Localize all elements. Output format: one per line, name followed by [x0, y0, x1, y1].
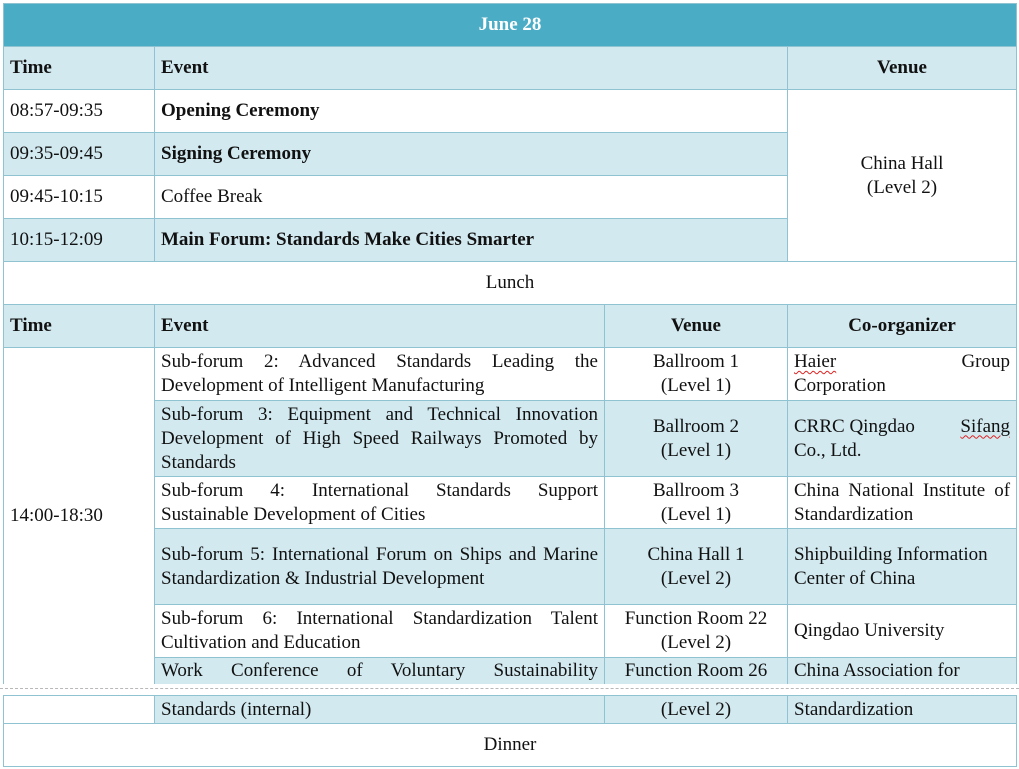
coorganizer-cell: Shipbuilding Information Center of China [788, 529, 1017, 605]
schedule-table-continued [3, 695, 1017, 767]
coorganizer-cell: Qingdao University [788, 605, 1017, 658]
event-cell: Main Forum: Standards Make Cities Smarter [155, 219, 788, 262]
event-cell: Sub-forum 4: International Standards Support Sustainable Development of Cities [155, 477, 605, 529]
table-row [4, 529, 1017, 605]
venue-cell: (Level 2) [605, 696, 788, 724]
table-row [4, 348, 1017, 401]
time-cell: 09:35-09:45 [4, 133, 155, 176]
coorganizer-cell [788, 348, 1017, 401]
event-cell: Sub-forum 5: International Forum on Ships and Marine Standardization & Industrial Development [155, 529, 605, 605]
header-row [4, 47, 1017, 90]
table-row [4, 477, 1017, 529]
venue-cell [605, 401, 788, 477]
time-cell [4, 696, 155, 724]
header-row [4, 305, 1017, 348]
time-cell: 10:15-12:09 [4, 219, 155, 262]
table-row [4, 401, 1017, 477]
header-coorganizer: Co-organizer [788, 305, 1017, 348]
table-row [4, 696, 1017, 724]
event-cell: Sub-forum 3: Equipment and Technical Innovation Development of High Speed Railways Promoted by Standards [155, 401, 605, 477]
venue-line: China Hall [860, 152, 944, 174]
page-break-line [0, 688, 1019, 689]
header-time: Time [4, 305, 155, 348]
dinner-row: Dinner [4, 724, 1017, 767]
venue-line: (Level 2) [660, 567, 732, 589]
event-cell: Opening Ceremony [155, 90, 788, 133]
header-event: Event [155, 305, 605, 348]
coorganizer-line: Corporation [794, 375, 886, 396]
coorganizer-line [794, 415, 1010, 439]
coorganizer-word: Group [961, 351, 1011, 372]
event-cell: Work Conference of Voluntary Sustainability [155, 658, 605, 685]
venue-line: Ballroom 1 [652, 351, 740, 372]
header-venue: Venue [788, 47, 1017, 90]
afternoon-time-cell: 14:00-18:30 [4, 348, 155, 685]
page-break-gap [0, 684, 1019, 694]
venue-line: Ballroom 3 [652, 479, 740, 501]
header-venue: Venue [605, 305, 788, 348]
venue-cell [605, 529, 788, 605]
coorganizer-word: CRRC Qingdao [794, 415, 915, 437]
header-event: Event [155, 47, 788, 90]
venue-line: (Level 1) [660, 503, 732, 525]
event-cell: Standards (internal) [155, 696, 605, 724]
coorganizer-word: Haier [794, 351, 837, 372]
time-cell: 08:57-09:35 [4, 90, 155, 133]
venue-cell [605, 477, 788, 529]
event-cell: Signing Ceremony [155, 133, 788, 176]
event-cell: Sub-forum 6: International Standardization Talent Cultivation and Education [155, 605, 605, 658]
header-time: Time [4, 47, 155, 90]
venue-cell [788, 90, 1017, 262]
venue-cell [605, 605, 788, 658]
venue-line: China Hall 1 [647, 543, 745, 565]
venue-line: (Level 2) [660, 632, 732, 653]
coorganizer-cell: China National Institute of Standardization [788, 477, 1017, 529]
schedule-table [3, 3, 1017, 685]
event-cell: Sub-forum 2: Advanced Standards Leading the Development of Intelligent Manufacturing [155, 348, 605, 401]
coorganizer-cell [788, 401, 1017, 477]
day-title: June 28 [4, 4, 1017, 47]
venue-line: (Level 1) [660, 375, 732, 396]
lunch-row: Lunch [4, 262, 1017, 305]
venue-cell: Function Room 26 [605, 658, 788, 685]
coorganizer-cell: Standardization [788, 696, 1017, 724]
coorganizer-line: Co., Ltd. [794, 439, 862, 461]
table-row [4, 605, 1017, 658]
event-cell: Coffee Break [155, 176, 788, 219]
venue-line: (Level 2) [866, 176, 938, 198]
coorganizer-line [794, 350, 1010, 374]
table-row [4, 658, 1017, 685]
venue-line: (Level 1) [660, 439, 732, 461]
venue-cell [605, 348, 788, 401]
coorganizer-word: Sifang [960, 415, 1011, 437]
venue-line: Ballroom 2 [652, 415, 740, 437]
venue-line: Function Room 22 [624, 608, 768, 629]
table-row [4, 90, 1017, 133]
time-cell: 09:45-10:15 [4, 176, 155, 219]
coorganizer-cell: China Association for [788, 658, 1017, 685]
